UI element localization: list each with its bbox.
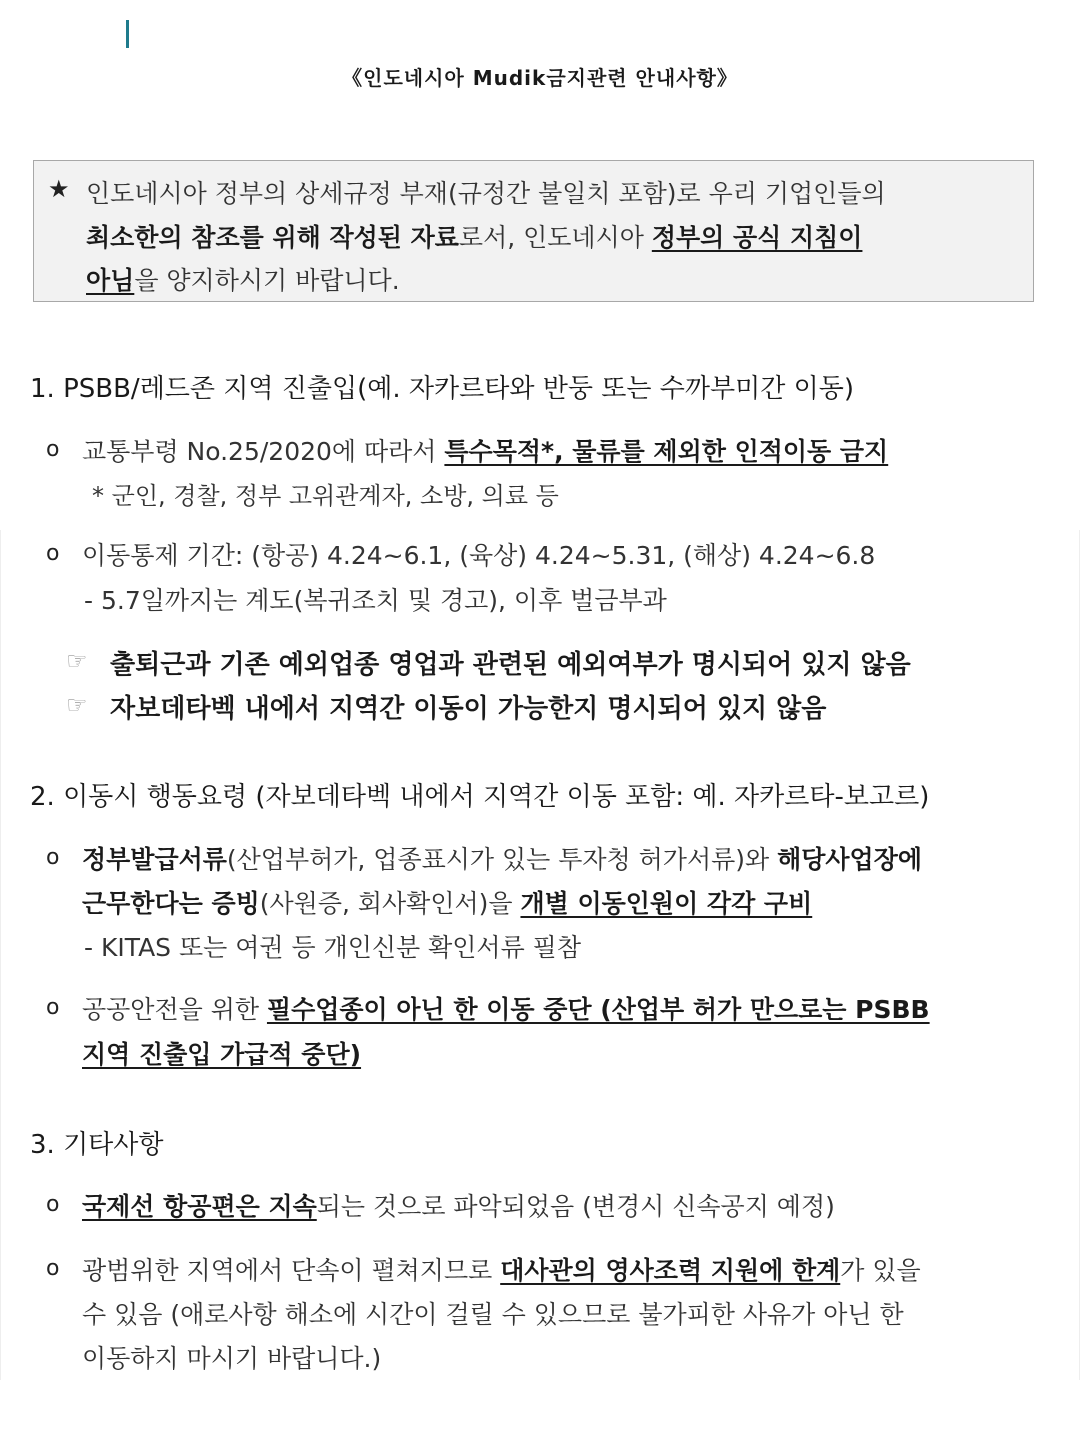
page-edge-left	[0, 530, 9, 1380]
section-2-item-1-line-2: 근무한다는 증빙(사원증, 회사확인서)을 개별 이동인원이 각각 구비	[82, 889, 813, 918]
bullet-icon: o	[46, 845, 60, 870]
text-cursor	[126, 20, 129, 48]
bullet-icon: o	[46, 1192, 60, 1217]
pointing-hand-icon: ☞	[66, 647, 88, 675]
section-2-item-2-line-2: 지역 진출입 가급적 중단)	[82, 1040, 362, 1069]
section-3-item-2-line-1: 광범위한 지역에서 단속이 펼쳐지므로 대사관의 영사조력 지원에 한계가 있을	[82, 1256, 921, 1285]
section-1-item-2: 이동통제 기간: (항공) 4.24~6.1, (육상) 4.24~5.31, (해상) 4.24~6.8	[82, 541, 876, 570]
section-2-item-1-line-1: 정부발급서류(산업부허가, 업종표시가 있는 투자청 허가서류)와 해당사업장에	[82, 845, 923, 874]
section-2-item-1-sub: - KITAS 또는 여권 등 개인신분 확인서류 필참	[84, 933, 581, 962]
section-1-item-1: 교통부령 No.25/2020에 따라서 특수목적*, 물류를 제외한 인적이동 금지	[82, 437, 889, 466]
bullet-icon: o	[46, 1256, 60, 1281]
bullet-icon: o	[46, 541, 60, 566]
notice-line-1: 인도네시아 정부의 상세규정 부재(규정간 불일치 포함)로 우리 기업인들의	[86, 179, 886, 208]
section-1-item-1-note: * 군인, 경찰, 정부 고위관계자, 소방, 의료 등	[92, 482, 559, 510]
notice-line-2: 최소한의 참조를 위해 작성된 자료로서, 인도네시아 정부의 공식 지침이	[86, 223, 863, 252]
section-1-item-2-sub: - 5.7일까지는 계도(복귀조치 및 경고), 이후 벌금부과	[84, 586, 667, 615]
bullet-icon: o	[46, 995, 60, 1020]
section-1-heading: 1. PSBB/레드존 지역 진출입(예. 자카르타와 반둥 또는 수까부미간 이동)	[30, 374, 854, 404]
notice-line-3: 아님을 양지하시기 바랍니다.	[86, 266, 400, 295]
pointing-hand-icon: ☞	[66, 691, 88, 719]
section-3-item-1: 국제선 항공편은 지속되는 것으로 파악되었음 (변경시 신속공지 예정)	[82, 1192, 835, 1221]
notice-box	[33, 160, 1034, 302]
section-3-item-2-line-2: 수 있음 (애로사항 해소에 시간이 걸릴 수 있으므로 불가피한 사유가 아닌 한	[82, 1300, 904, 1329]
section-2-item-2-line-1: 공공안전을 위한 필수업종이 아닌 한 이동 중단 (산업부 허가 만으로는 PSBB	[82, 995, 930, 1024]
section-3-item-2-line-3: 이동하지 마시기 바랍니다.)	[82, 1344, 382, 1373]
page-edge-right	[1071, 530, 1080, 1380]
section-1-note-1: 출퇴근과 기존 예외업종 영업과 관련된 예외여부가 명시되어 있지 않음	[110, 650, 911, 680]
star-icon: ★	[48, 175, 70, 203]
section-1-note-2: 자보데타벡 내에서 지역간 이동이 가능한지 명시되어 있지 않음	[110, 694, 827, 724]
section-3-heading: 3. 기타사항	[30, 1130, 164, 1160]
bullet-icon: o	[46, 437, 60, 462]
section-2-heading: 2. 이동시 행동요령 (자보데타벡 내에서 지역간 이동 포함: 예. 자카르타-보고르)	[30, 782, 930, 812]
page-title: 《인도네시아 Mudik금지관련 안내사항》	[342, 66, 738, 90]
